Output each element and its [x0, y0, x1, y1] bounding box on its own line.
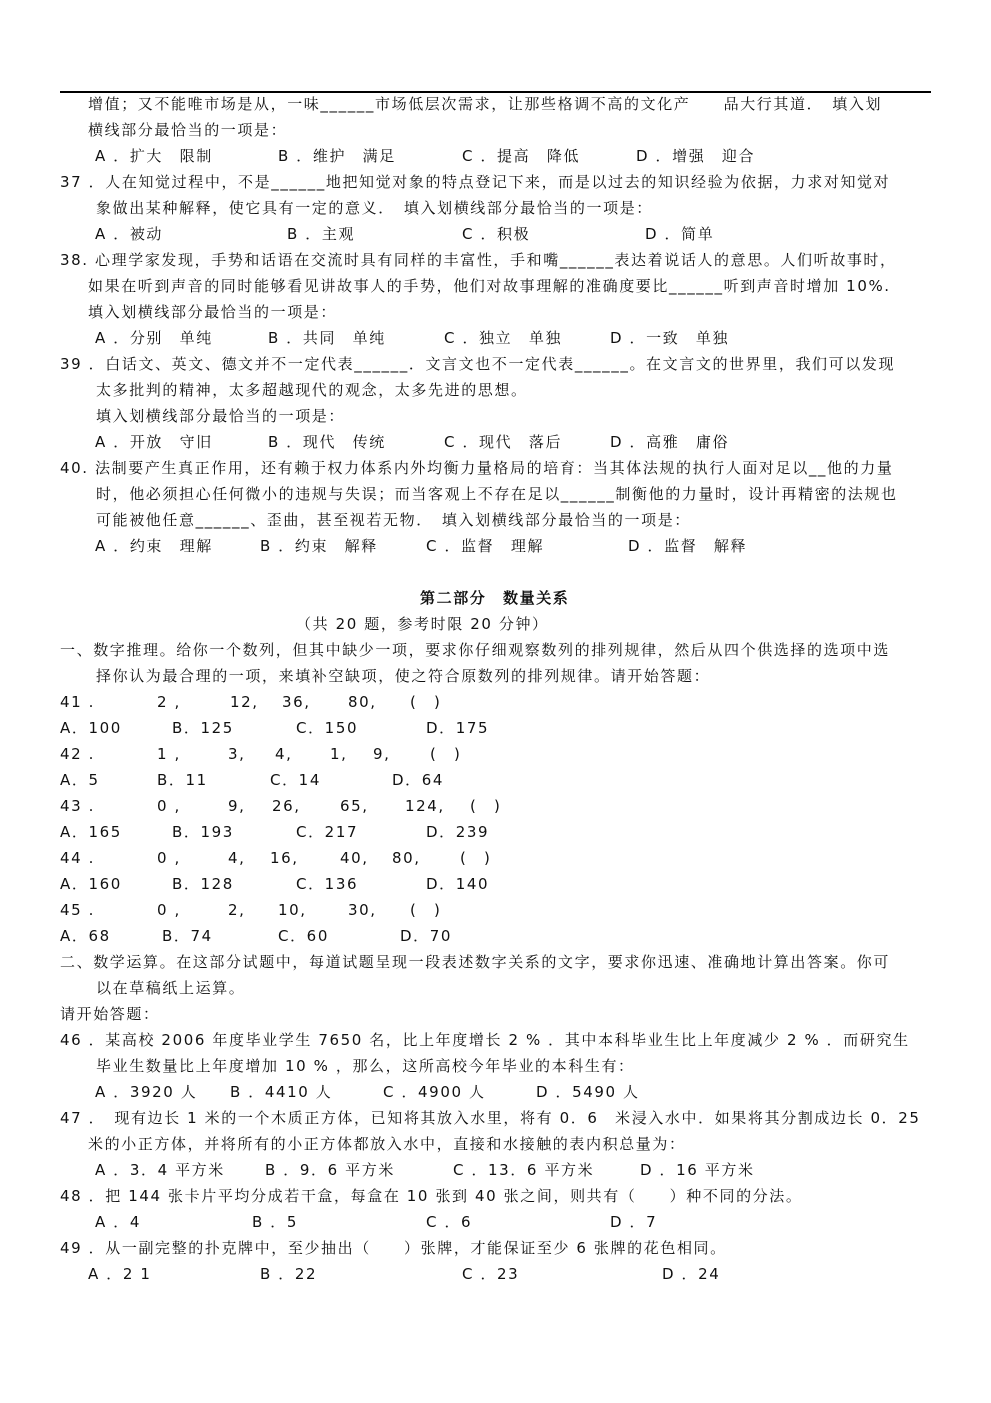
q45-sequence-term: 2, — [228, 901, 246, 919]
q37-option-c: C ．积极 — [462, 225, 531, 243]
q45-option-c: C．60 — [278, 927, 329, 945]
part2-text-line: 以在草稿纸上运算。 — [96, 979, 246, 997]
q44-blank: ( ) — [460, 849, 492, 867]
q43-option-c: C．217 — [296, 823, 359, 841]
q38-option-d: D ．一致 单独 — [610, 329, 730, 347]
q39-text-line: 39 ．白话文、英文、德文并不一定代表______．文言文也不一定代表______。在文言文的世界里，我们可以发现 — [60, 355, 896, 373]
q47-option-c: C ．13．6 平方米 — [453, 1161, 595, 1179]
q47-option-d: D ．16 平方米 — [640, 1161, 755, 1179]
q46-text-line: 毕业生数量比上年度增加 10 % ，那么，这所高校今年毕业的本科生有： — [96, 1057, 635, 1075]
q41-sequence-term: 2 , — [157, 693, 181, 711]
q44-number: 44 . — [60, 849, 96, 867]
q49-option-a: A ．2 1 — [88, 1265, 152, 1283]
q43-sequence-term: 65, — [340, 797, 369, 815]
q36-option-c: C ．提高 降低 — [462, 147, 581, 165]
q48-option-a: A ．4 — [95, 1213, 141, 1231]
q42-sequence-term: 4, — [275, 745, 293, 763]
q47-text-line: 47 ． 现有边长 1 米的一个木质正方体，已知将其放入水里，将有 0．6 米浸入水中．如果将其分割成边长 0．25 — [60, 1109, 921, 1127]
q41-number: 41 . — [60, 693, 96, 711]
q39-option-c: C ．现代 落后 — [444, 433, 563, 451]
q45-option-a: A．68 — [60, 927, 111, 945]
q49-option-c: C ．23 — [462, 1265, 520, 1283]
q44-sequence-term: 0 , — [157, 849, 181, 867]
q42-option-b: B．11 — [157, 771, 208, 789]
q41-sequence-term: 12, — [230, 693, 259, 711]
q42-sequence-term: 1, — [330, 745, 348, 763]
q43-sequence-term: 0 , — [157, 797, 181, 815]
q42-option-c: C．14 — [270, 771, 321, 789]
q43-option-d: D．239 — [426, 823, 490, 841]
q40-option-b: B ．约束 解释 — [260, 537, 378, 555]
q44-sequence-term: 16, — [270, 849, 299, 867]
q38-option-c: C ．独立 单独 — [444, 329, 563, 347]
q39-option-b: B ．现代 传统 — [268, 433, 386, 451]
q42-sequence-term: 9, — [373, 745, 391, 763]
q37-text-line: 37 ．人在知觉过程中，不是______地把知觉对象的特点登记下来，而是以过去的知识经验为依据，力求对知觉对 — [60, 173, 891, 191]
q40-text-line: 时，他必须担心任何微小的违规与失误；而当客观上不存在足以______制衡他的力量时，设计再精密的法规也 — [96, 485, 898, 503]
q41-sequence-term: 80, — [348, 693, 377, 711]
section-subtitle: （共 20 题，参考时限 20 分钟） — [296, 615, 549, 633]
q43-sequence-term: 26, — [272, 797, 301, 815]
q41-option-d: D．175 — [426, 719, 490, 737]
q41-option-a: A．100 — [60, 719, 122, 737]
q36-option-d: D ．增强 迎合 — [636, 147, 756, 165]
q37-option-d: D ．简单 — [645, 225, 715, 243]
q40-option-a: A ．约束 理解 — [95, 537, 213, 555]
q44-option-a: A．160 — [60, 875, 122, 893]
q49-option-b: B ．22 — [260, 1265, 318, 1283]
q45-sequence-term: 10, — [278, 901, 307, 919]
q47-text-line: 米的小正方体，并将所有的小正方体都放入水中，直接和水接触的表内积总量为： — [88, 1135, 686, 1153]
part2-text-line: 请开始答题： — [60, 1005, 160, 1023]
q45-sequence-term: 0 , — [157, 901, 181, 919]
q42-sequence-term: 3, — [228, 745, 246, 763]
q43-option-a: A．165 — [60, 823, 122, 841]
q37-text-line: 象做出某种解释，使它具有一定的意义． 填入划横线部分最恰当的一项是： — [96, 199, 653, 217]
q45-blank: ( ) — [410, 901, 442, 919]
part1-text-line: 择你认为最合理的一项，来填补空缺项，使之符合原数列的排列规律。请开始答题： — [96, 667, 711, 685]
q38-option-a: A ．分别 单纯 — [95, 329, 213, 347]
q43-blank: ( ) — [470, 797, 502, 815]
q47-option-a: A ．3．4 平方米 — [95, 1161, 225, 1179]
q40-text-line: 40. 法制要产生真正作用，还有赖于权力体系内外均衡力量格局的培育：当其体法规的执行人面对足以__他的力量 — [60, 459, 894, 477]
q44-sequence-term: 4, — [228, 849, 246, 867]
q49-option-d: D ．24 — [662, 1265, 721, 1283]
q38-text-line: 如果在听到声音的同时能够看见讲故事人的手势，他们对故事理解的准确度要比______听到声音时增加 10%. — [88, 277, 891, 295]
q45-number: 45 . — [60, 901, 96, 919]
q38-option-b: B ．共同 单纯 — [268, 329, 386, 347]
q43-number: 43 . — [60, 797, 96, 815]
q43-sequence-term: 9, — [228, 797, 246, 815]
q39-option-a: A ．开放 守旧 — [95, 433, 213, 451]
q39-option-d: D ．高雅 庸俗 — [610, 433, 730, 451]
q37-option-b: B ．主观 — [287, 225, 356, 243]
q39-text-line: 填入划横线部分最恰当的一项是： — [96, 407, 346, 425]
part2-text-line: 二、数学运算。在这部分试题中，每道试题呈现一段表述数字关系的文字，要求你迅速、准确地计算出答案。你可 — [60, 953, 891, 971]
q46-option-d: D ．5490 人 — [536, 1083, 640, 1101]
q36-option-a: A ．扩大 限制 — [95, 147, 213, 165]
q45-option-d: D．70 — [400, 927, 453, 945]
q48-option-b: B ．5 — [252, 1213, 299, 1231]
q47-option-b: B ．9．6 平方米 — [265, 1161, 395, 1179]
q41-blank: ( ) — [410, 693, 442, 711]
q49-text-line: 49 ．从一副完整的扑克牌中，至少抽出（ ）张牌，才能保证至少 6 张牌的花色相同。 — [60, 1239, 727, 1257]
q48-text-line: 48 ．把 144 张卡片平均分成若干盒，每盒在 10 张到 40 张之间，则共有（ ）种不同的分法。 — [60, 1187, 803, 1205]
q40-option-d: D ．监督 解释 — [628, 537, 748, 555]
q41-sequence-term: 36, — [282, 693, 311, 711]
q42-number: 42 . — [60, 745, 96, 763]
q37-option-a: A ．被动 — [95, 225, 164, 243]
q44-sequence-term: 40, — [340, 849, 369, 867]
q43-sequence-term: 124, — [405, 797, 445, 815]
q46-option-c: C ．4900 人 — [383, 1083, 486, 1101]
q46-option-a: A ．3920 人 — [95, 1083, 198, 1101]
q41-option-c: C．150 — [296, 719, 359, 737]
q44-option-c: C．136 — [296, 875, 359, 893]
q41-option-b: B．125 — [172, 719, 234, 737]
part1-text-line: 一、数字推理。给你一个数列，但其中缺少一项，要求你仔细观察数列的排列规律，然后从四个供选择的选项中选 — [60, 641, 891, 659]
q40-option-c: C ．监督 理解 — [426, 537, 545, 555]
q45-sequence-term: 30, — [348, 901, 377, 919]
q48-option-d: D ．7 — [610, 1213, 658, 1231]
q44-option-b: B．128 — [172, 875, 234, 893]
q43-option-b: B．193 — [172, 823, 234, 841]
q36-option-b: B ．维护 满足 — [278, 147, 396, 165]
top-rule — [60, 91, 931, 93]
q48-option-c: C ．6 — [426, 1213, 473, 1231]
q36-text-line: 横线部分最恰当的一项是： — [88, 121, 288, 139]
q46-option-b: B ．4410 人 — [230, 1083, 333, 1101]
q45-option-b: B．74 — [162, 927, 213, 945]
q44-sequence-term: 80, — [392, 849, 421, 867]
q42-blank: ( ) — [430, 745, 462, 763]
q39-text-line: 太多批判的精神，太多超越现代的观念，太多先进的思想。 — [96, 381, 528, 399]
q42-sequence-term: 1 , — [157, 745, 181, 763]
q36-text-line: 增值；又不能唯市场是从，一味______市场低层次需求，让那些格调不高的文化产 品大行其道． 填入划 — [88, 95, 883, 113]
q44-option-d: D．140 — [426, 875, 490, 893]
q38-text-line: 填入划横线部分最恰当的一项是： — [88, 303, 338, 321]
q46-text-line: 46 ．某高校 2006 年度毕业学生 7650 名，比上年度增长 2 % ．其中本科毕业生比上年度减少 2 % ．而研究生 — [60, 1031, 910, 1049]
q42-option-a: A．5 — [60, 771, 100, 789]
q38-text-line: 38. 心理学家发现，手势和话语在交流时具有同样的丰富性，手和嘴______表达着说话人的意思。人们听故事时， — [60, 251, 897, 269]
section-title: 第二部分 数量关系 — [420, 589, 570, 607]
q40-text-line: 可能被他任意______、歪曲，甚至视若无物． 填入划横线部分最恰当的一项是： — [96, 511, 691, 529]
q42-option-d: D．64 — [392, 771, 445, 789]
